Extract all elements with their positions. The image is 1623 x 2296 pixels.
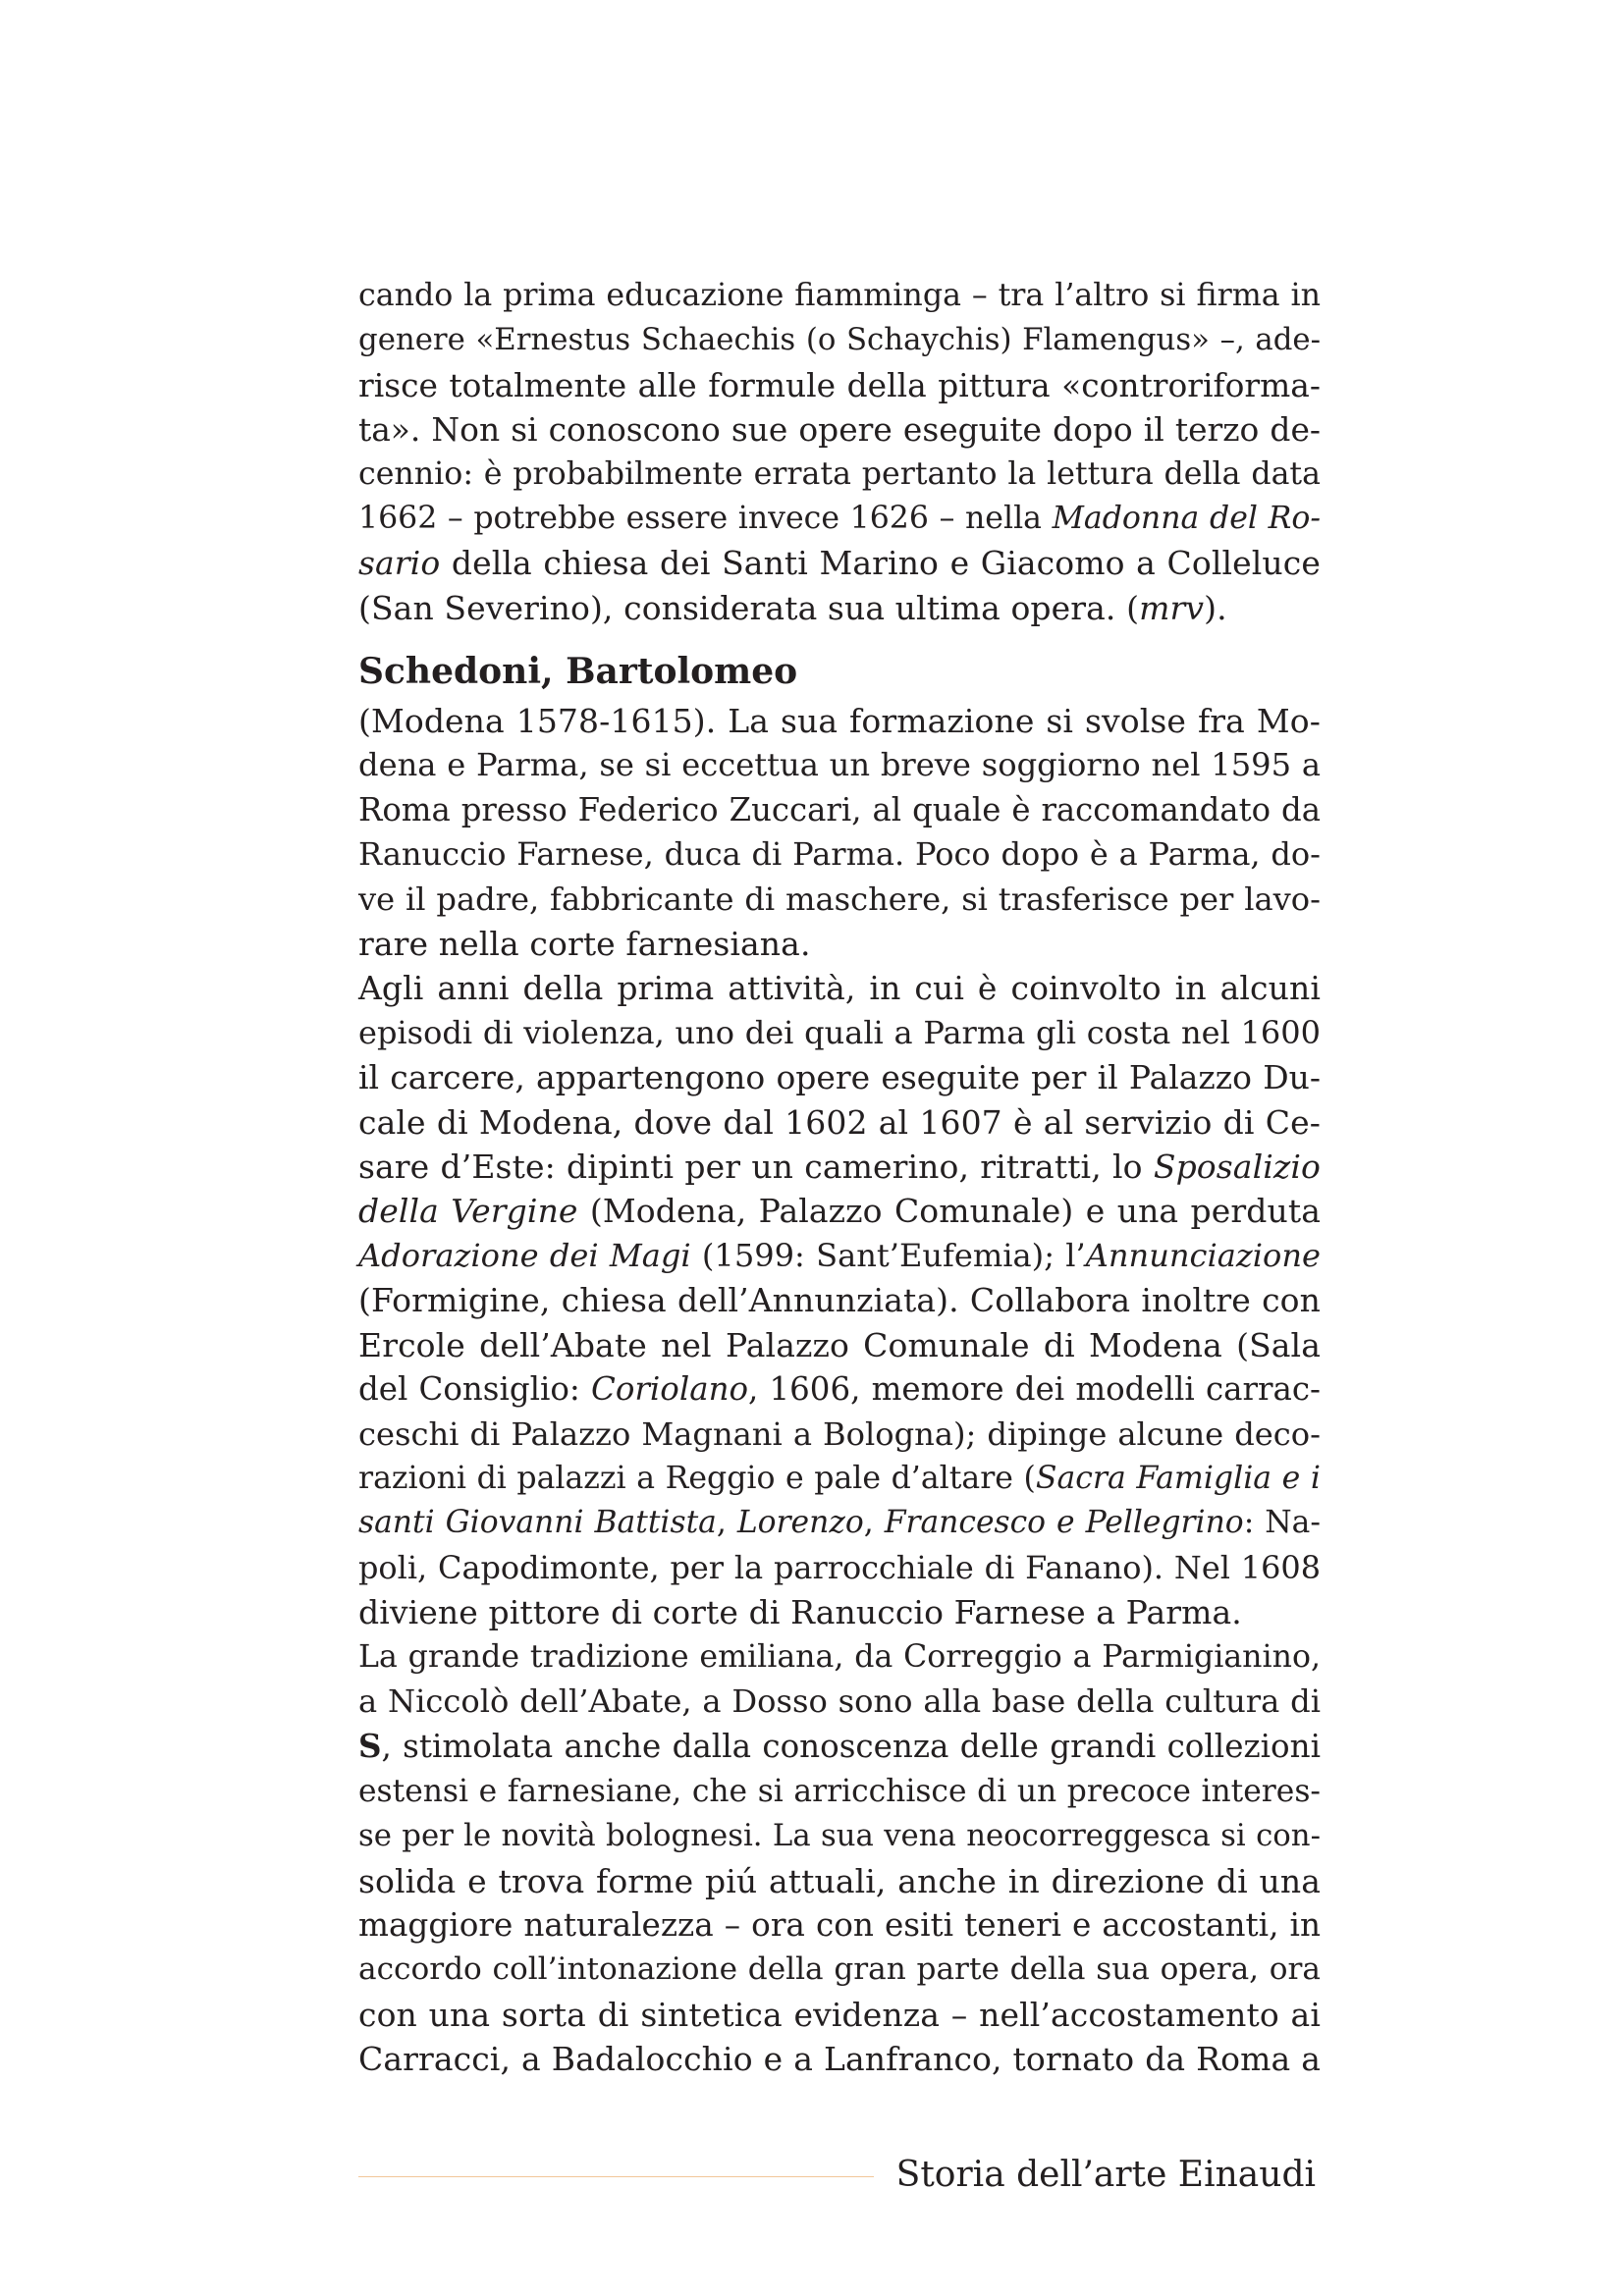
text-line: (Modena 1578-1615). La sua formazione si svolse fra Mo- <box>358 702 1321 740</box>
text-line: La grande tradizione emiliana, da Correggio a Parmigianino, <box>358 1638 1321 1675</box>
text-line: a Niccolò dell’Abate, a Dosso sono alla base della cultura di <box>358 1682 1321 1720</box>
text-line: genere «Ernestus Schaechis (o Schaychis) Flamengus» –, ade- <box>358 322 1321 358</box>
text-line: Ercole dell’Abate nel Palazzo Comunale di Modena (Sala <box>358 1325 1321 1364</box>
text-line: 1662 – potrebbe essere invece 1626 – nella Madonna del Ro- <box>358 501 1322 537</box>
text-line: maggiore naturalezza – ora con esiti teneri e accostanti, in <box>358 1905 1321 1944</box>
footer-title: Storia dell’arte Einaudi <box>895 2155 1316 2195</box>
paragraph-continuation <box>358 274 1321 630</box>
text-line: cennio: è probabilmente errata pertanto la lettura della data <box>358 455 1321 492</box>
text-line: sare d’Este: dipinti per un camerino, ritratti, lo Sposalizio <box>358 1148 1321 1187</box>
text-line: santi Giovanni Battista, Lorenzo, Francesco e Pellegrino: Na- <box>358 1505 1321 1541</box>
text-line: episodi di violenza, uno dei quali a Parma gli costa nel 1600 <box>358 1013 1321 1051</box>
footer-rule <box>358 2176 874 2177</box>
text-line: (San Severino), considerata sua ultima opera. (mrv). <box>358 588 1227 627</box>
text-line: rare nella corte farnesiana. <box>358 925 811 964</box>
text-line: della Vergine (Modena, Palazzo Comunale) e una perduta <box>358 1192 1321 1231</box>
text-line: Roma presso Federico Zuccari, al quale è raccomandato da <box>358 790 1321 828</box>
text-line: solida e trova forme piú attuali, anche in direzione di una <box>358 1861 1321 1900</box>
text-line: razioni di palazzi a Reggio e pale d’altare (Sacra Famiglia e i <box>358 1460 1321 1496</box>
text-line: poli, Capodimonte, per la parrocchiale di Fanano). Nel 1608 <box>358 1548 1321 1586</box>
text-line: cando la prima educazione fiamminga – tra l’altro si firma in <box>358 278 1321 313</box>
text-line: Carracci, a Badalocchio e a Lanfranco, tornato da Roma a <box>358 2040 1321 2079</box>
text-line: ceschi di Palazzo Magnani a Bologna); dipinge alcune deco- <box>358 1415 1321 1453</box>
text-line: accordo coll’intonazione della gran parte della sua opera, ora <box>358 1951 1321 1988</box>
text-line: se per le novità bolognesi. La sua vena neocorreggesca si con- <box>358 1818 1321 1854</box>
text-line: ta». Non si conoscono sue opere eseguite dopo il terzo de- <box>358 410 1321 450</box>
text-line: Adorazione dei Magi (1599: Sant’Eufemia); l’Annunciazione <box>358 1236 1321 1274</box>
text-line: con una sorta di sintetica evidenza – nell’accostamento ai <box>358 1995 1321 2034</box>
entry-body <box>358 699 1321 2082</box>
text-line: il carcere, appartengono opere eseguite per il Palazzo Du- <box>358 1058 1321 1097</box>
text-line: ve il padre, fabbricante di maschere, si trasferisce per lavo- <box>358 880 1321 918</box>
text-line: S, stimolata anche dalla conoscenza delle grandi collezioni <box>358 1727 1321 1766</box>
text-line: Agli anni della prima attività, in cui è coinvolto in alcuni <box>358 969 1321 1008</box>
text-line: cale di Modena, dove dal 1602 al 1607 è al servizio di Ce- <box>358 1102 1321 1142</box>
text-line: del Consiglio: Coriolano, 1606, memore dei modelli carrac- <box>358 1370 1321 1409</box>
text-line: sario della chiesa dei Santi Marino e Giacomo a Colleluce <box>358 544 1321 583</box>
text-line: (Formigine, chiesa dell’Annunziata). Collabora inoltre con <box>358 1281 1321 1320</box>
text-line: dena e Parma, se si eccettua un breve soggiorno nel 1595 a <box>358 746 1321 784</box>
text-line: diviene pittore di corte di Ranuccio Farnese a Parma. <box>358 1593 1242 1632</box>
text-line: risce totalmente alle formule della pittura «controriforma- <box>358 365 1321 404</box>
text-line: Ranuccio Farnese, duca di Parma. Poco dopo è a Parma, do- <box>358 835 1321 874</box>
entry-heading: Schedoni, Bartolomeo <box>358 651 798 692</box>
text-line: estensi e farnesiane, che si arricchisce di un precoce interes- <box>358 1773 1321 1809</box>
